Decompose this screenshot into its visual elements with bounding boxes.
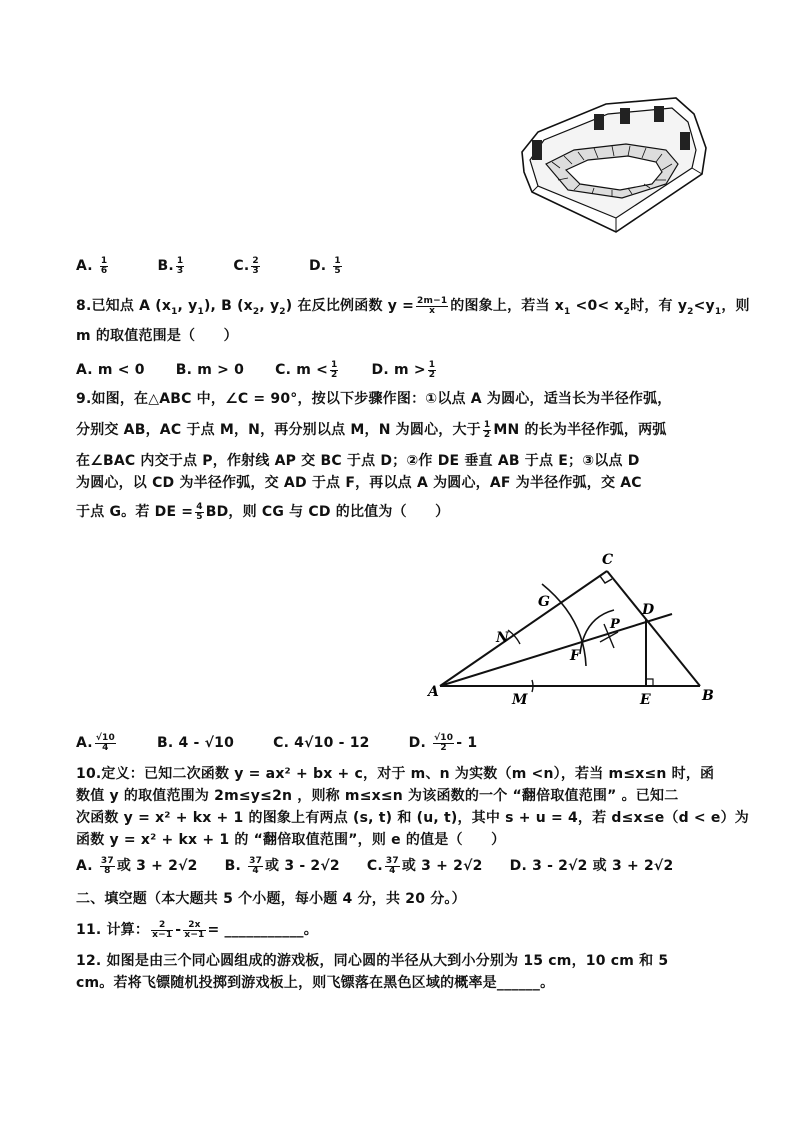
q11-line: 11. 计算： $\frac{2}{x-1}$ - $\frac{2x}{x-1}$ = ___________。 [76, 919, 318, 940]
q10-option-a[interactable]: A. $\frac{37}{8}$ 或 3 + 2√2 [76, 855, 198, 876]
segment-cb [607, 571, 700, 686]
q9-option-b[interactable]: B. 4 - √10 [157, 735, 235, 751]
q10-option-b[interactable]: B. $\frac{37}{4}$ 或 3 - 2√2 [224, 855, 340, 876]
right-angle-mark-e [646, 679, 653, 686]
q10-option-d[interactable]: D. 3 - 2√2 或 3 + 2√2 [509, 858, 674, 874]
q10-line-3: 次函数 y = x² + kx + 1 的图象上有两点 (s, t) 和 (u, t)，其中 s + u = 4，若 d≤x≤e（d < e）为 [76, 810, 749, 826]
label-n: N [496, 630, 509, 646]
q9-line-5: 于点 G。若 DE = $\frac{4}{5}$ BD，则 CG 与 CD 的比值为（ ） [76, 501, 450, 522]
label-b: B [702, 688, 714, 704]
label-m: M [512, 692, 528, 708]
q9-option-d[interactable]: D. $\frac{√10}{2}$ - 1 [408, 732, 478, 753]
ray-ap [440, 614, 672, 686]
q7-options [76, 256, 754, 276]
section-2-heading: 二、填空题（本大题共 5 个小题，每小题 4 分，共 20 分。） [76, 891, 466, 907]
q9-line-4: 为圆心，以 CD 为半径作弧，交 AD 于点 F，再以点 A 为圆心，AF 为半径作弧，交 AC [76, 475, 642, 491]
q8-option-d[interactable]: D. m > $\frac{1}{2}$ [371, 359, 436, 380]
q11-answer-blank[interactable]: = ___________。 [207, 922, 318, 938]
q7-option-d[interactable]: D. $\frac{1}{5}$ [308, 255, 341, 276]
segment-ac [440, 571, 607, 686]
q7-option-b[interactable]: B. $\frac{1}{3}$ [157, 255, 184, 276]
label-g: G [538, 594, 550, 610]
q12-answer-blank[interactable]: cm。若将飞镖随机投掷到游戏板上，则飞镖落在黑色区域的概率是______。 [76, 975, 555, 991]
q9-line-1: 9.如图，在△ABC 中，∠C = 90°，按以下步骤作图：①以点 A 为圆心，适当长为半径作弧， [76, 391, 672, 407]
q10-line-4: 函数 y = x² + kx + 1 的 “翻倍取值范围”，则 e 的值是（ ） [76, 832, 506, 848]
q9-line-2: 分别交 AB，AC 于点 M，N，再分别以点 M，N 为圆心，大于 $\frac{1}{2}$ MN 的长为半径作弧，两弧 [76, 419, 667, 440]
q8-line-1: 8.已知点 A ($x_1$, $y_1$), B ($x_2$, $y_2$) 在反比例函数 y = $\frac{2m-1}{x}$ 的图象上，若当 $x_1 <0< x_2$时，有 $y_2<y_1$，则 [76, 295, 750, 317]
q7-option-c[interactable]: C. $\frac{2}{3}$ [233, 255, 259, 276]
arc-from-d [580, 610, 614, 654]
stadium-illustration [516, 92, 714, 240]
label-e: E [640, 692, 651, 708]
q12-line-2 [76, 973, 754, 993]
q7-option-a[interactable]: A. $\frac{1}{6}$ [76, 255, 108, 276]
right-angle-mark [600, 576, 612, 583]
q12-line-1: 12. 如图是由三个同心圆组成的游戏板，同心圆的半径从大到小分别为 15 cm，10 cm 和 5 [76, 953, 669, 969]
label-c: C [602, 552, 614, 568]
q8-option-c[interactable]: C. m < $\frac{1}{2}$ [275, 359, 338, 380]
q10-line-2: 数值 y 的取值范围为 2m≤y≤2n ，则称 m≤x≤n 为该函数的一个 “翻倍取值范围” 。已知二 [76, 788, 679, 804]
q8-line-2: m 的取值范围是（ ） [76, 328, 238, 344]
q9-option-c[interactable]: C. 4√10 - 12 [273, 735, 370, 751]
q9-options [76, 733, 754, 753]
q10-options [76, 856, 754, 876]
label-d: D [642, 602, 655, 618]
triangle-construction-figure [424, 548, 724, 710]
label-p: P [610, 617, 620, 632]
q8-option-b[interactable]: B. m > 0 [175, 362, 245, 378]
q10-option-c[interactable]: C. $\frac{37}{4}$ 或 3 + 2√2 [366, 855, 483, 876]
q9-line-3: 在∠BAC 内交于点 P，作射线 AP 交 BC 于点 D；②作 DE 垂直 AB 于点 E；③以点 D [76, 453, 640, 469]
label-f: F [570, 648, 580, 664]
q8-option-a[interactable]: A. m < 0 [76, 362, 145, 378]
q8-options [76, 360, 754, 380]
q10-line-1: 10.定义：已知二次函数 y = ax² + bx + c，对于 m、n 为实数（m <n），若当 m≤x≤n 时，函 [76, 766, 715, 782]
label-a: A [428, 684, 439, 700]
q9-option-a[interactable]: A. $\frac{√10}{4}$ [76, 732, 115, 753]
